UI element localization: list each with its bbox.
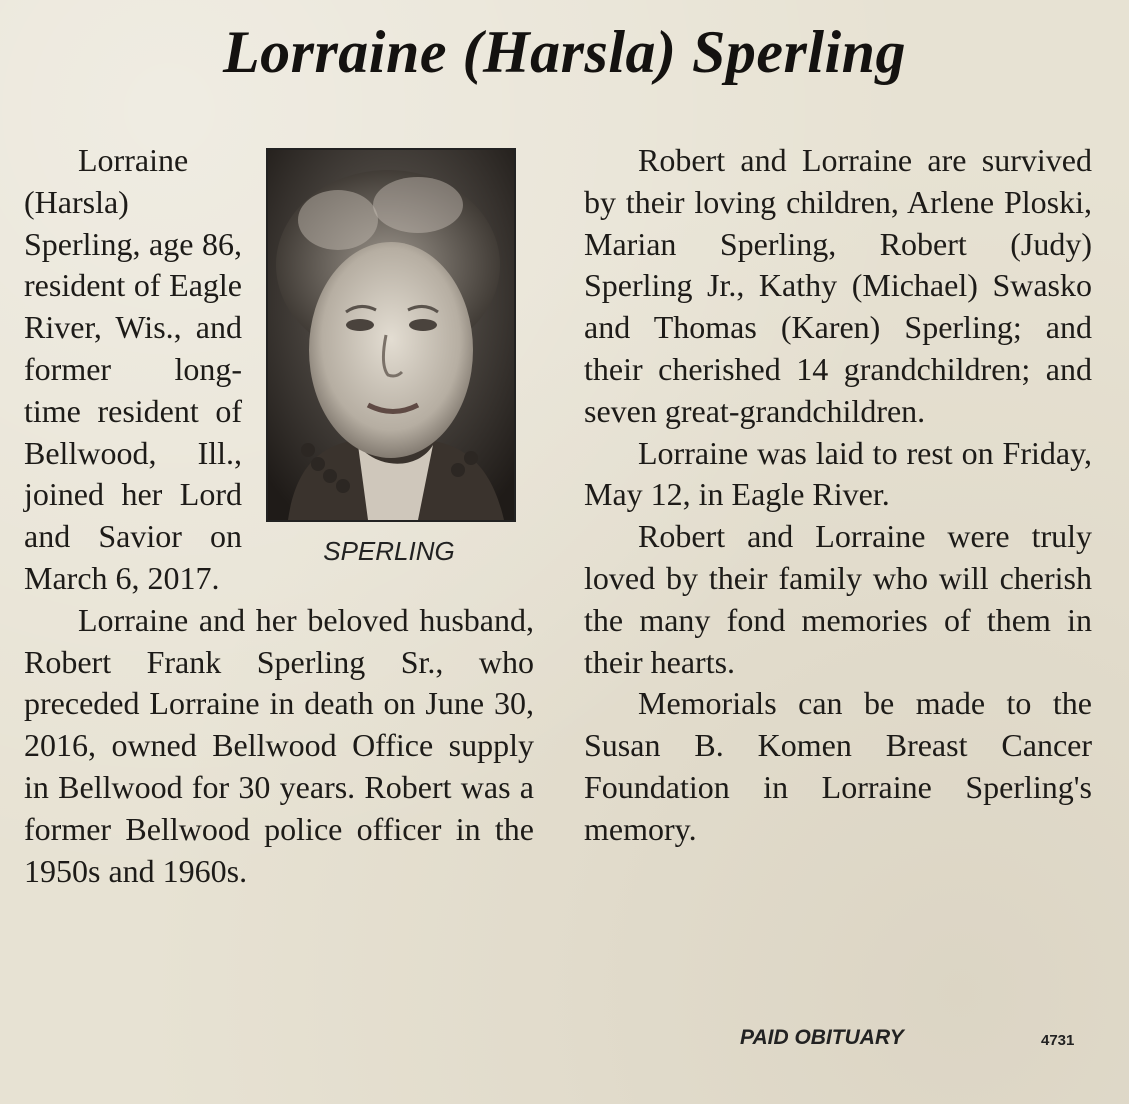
portrait-photo [266, 148, 516, 522]
right-column [584, 140, 1092, 851]
right-paragraph-2: Lorraine was laid to rest on Friday, May 12, in Eagle River. [584, 434, 1092, 513]
right-paragraph-3: Robert and Lorraine were truly loved by their family who will cherish the many fond memories of them in their hearts. [584, 518, 1092, 680]
ad-code: 4731 [1041, 1032, 1075, 1049]
left-paragraph-2: Lorraine and her beloved husband, Robert Frank Sperling Sr., who preceded Lorraine in death on June 30, 2016, owned Bellwood Office supply in Bellwood for 30 years. Robert was a former Bellwood police officer in the 1950s and 1960s. [24, 601, 534, 889]
paid-obituary-label: PAID OBITUARY [740, 1026, 904, 1049]
photo-caption: SPERLING [323, 536, 455, 566]
photo-block [264, 148, 534, 586]
left-column [24, 140, 534, 892]
right-paragraph-4: Memorials can be made to the Susan B. Komen Breast Cancer Foundation in Lorraine Sperling's memory. [584, 685, 1092, 847]
obituary-headline: Lorraine (Harsla) Sperling [222, 19, 907, 85]
right-paragraph-1: Robert and Lorraine are survived by their loving children, Arlene Ploski, Marian Sperling, Robert (Judy) Sperling Jr., Kathy (Michael) Swasko and Thomas (Karen) Sperling; and their cherished 14 grandchildren; and seven great-grandchildren. [584, 142, 1092, 429]
left-paragraph-1: Lorraine (Harsla) Sperling, age 86, resident of Eagle River, Wis., and former long-time resident of Bellwood, Ill., joined her Lord and Savior on March 6, 2017. [24, 142, 242, 596]
